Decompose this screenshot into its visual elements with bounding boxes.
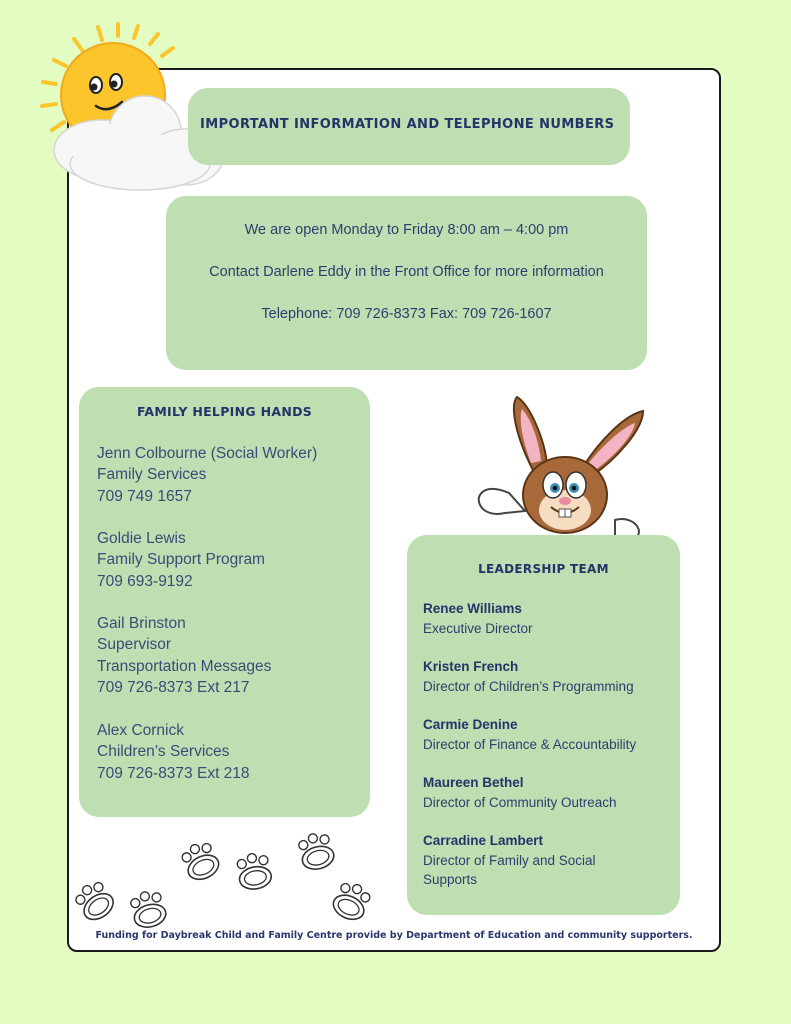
leadership-title: LEADERSHIP TEAM: [478, 562, 609, 576]
footer-note: Funding for Daybreak Child and Family Centre provide by Department of Education and community supporters.: [95, 930, 693, 941]
contact-phone: 709 726-8373 Ext 217: [97, 678, 250, 696]
leader-role: Director of Family and Social Supports: [423, 852, 596, 887]
contact-card: [97, 720, 250, 784]
leader-role: Director of Finance & Accountability: [423, 736, 637, 752]
contact-card: [97, 443, 317, 507]
family-helping-hands-box: [79, 387, 370, 817]
leadership-team-box: [407, 535, 680, 915]
leader-name: Kristen French: [423, 659, 519, 674]
contact-role: Family Services: [97, 466, 207, 484]
leader-name: Carradine Lambert: [423, 833, 544, 848]
leader-name: Maureen Bethel: [423, 775, 524, 790]
contact-role: Transportation Messages: [97, 657, 272, 675]
contact-role: Family Support Program: [97, 551, 265, 569]
leader-name: Carmie Denine: [423, 717, 518, 732]
leader-entry: [423, 657, 658, 696]
leader-name: Renee Williams: [423, 601, 522, 616]
contact-phone: 709 693-9192: [97, 572, 193, 590]
hours-text: We are open Monday to Friday 8:00 am – 4:00 pm: [244, 222, 569, 238]
contact-role: Supervisor: [97, 636, 172, 654]
contact-role: Children’s Services: [97, 743, 230, 761]
leader-entry: [423, 715, 658, 754]
contact-card: [97, 613, 271, 698]
info-box: [166, 196, 647, 370]
leader-role: Director of Children’s Programming: [423, 678, 634, 694]
bunny-icon: [475, 395, 650, 545]
title-banner: [188, 88, 630, 165]
leader-role: Director of Community Outreach: [423, 794, 617, 810]
page-title: IMPORTANT INFORMATION AND TELEPHONE NUMBERS: [200, 117, 615, 132]
leader-entry: [423, 831, 623, 890]
leader-entry: [423, 773, 658, 812]
leader-role: Executive Director: [423, 620, 533, 636]
paw-print-icon: [66, 828, 386, 933]
phone-text: Telephone: 709 726-8373 Fax: 709 726-1607: [261, 306, 552, 322]
contact-name: Alex Cornick: [97, 722, 184, 739]
contact-card: [97, 528, 265, 592]
leader-entry: [423, 599, 658, 638]
contact-phone: 709 749 1657: [97, 487, 192, 505]
contact-name: Goldie Lewis: [97, 530, 186, 547]
contact-text: Contact Darlene Eddy in the Front Office for more information: [209, 264, 604, 280]
helping-title: FAMILY HELPING HANDS: [136, 404, 313, 419]
contact-name: Gail Brinston: [97, 615, 186, 632]
contact-phone: 709 726-8373 Ext 218: [97, 764, 250, 782]
contact-name: Jenn Colbourne (Social Worker): [97, 445, 318, 462]
